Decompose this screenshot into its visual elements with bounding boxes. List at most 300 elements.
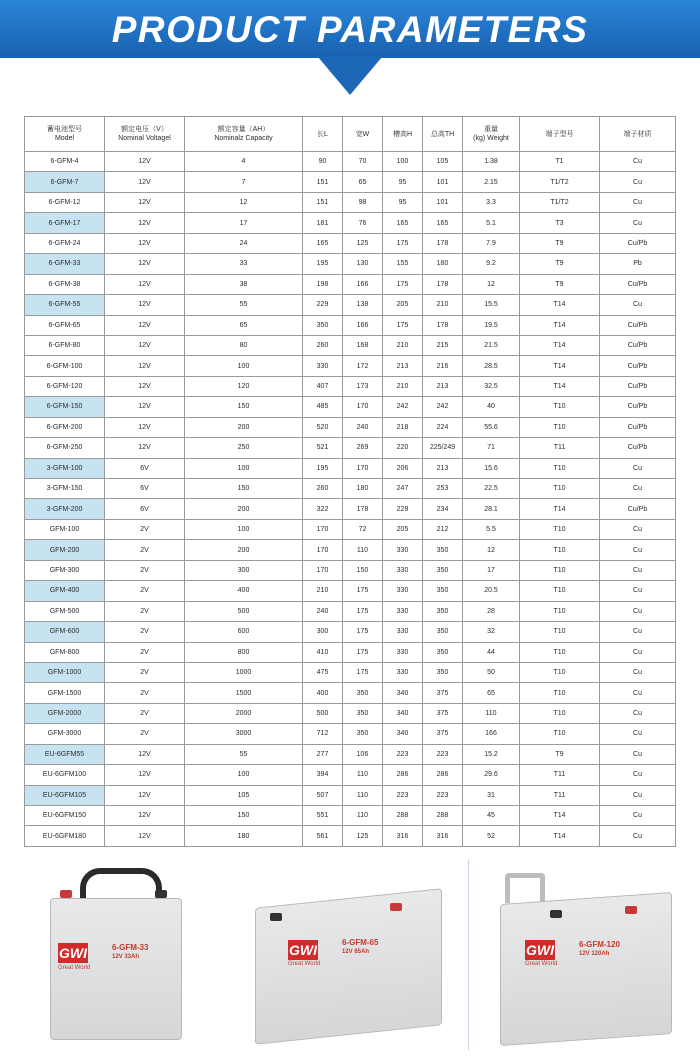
battery-spec: 12V 65Ah: [342, 949, 370, 955]
table-cell-ah: 33: [185, 254, 303, 274]
table-cell-w: 76: [343, 213, 383, 233]
column-header: [383, 117, 423, 152]
table-cell-kg: 44: [463, 642, 520, 662]
column-header-en: Model: [54, 135, 75, 142]
table-cell-v: 12V: [105, 254, 185, 274]
table-cell-mat: Cu: [600, 581, 676, 601]
table-cell-kg: 52: [463, 826, 520, 846]
table-cell-mat: Cu: [600, 479, 676, 499]
table-cell-th: 180: [423, 254, 463, 274]
table-cell-th: 375: [423, 683, 463, 703]
table-cell-kg: 166: [463, 724, 520, 744]
table-cell-h: 205: [383, 295, 423, 315]
table-cell-ah: 65: [185, 315, 303, 335]
table-cell-model: GFM-1500: [25, 683, 105, 703]
table-cell-v: 12V: [105, 233, 185, 253]
table-cell-v: 12V: [105, 172, 185, 192]
table-cell-model: 6-GFM-55: [25, 295, 105, 315]
table-cell-ah: 100: [185, 519, 303, 539]
table-cell-ah: 180: [185, 826, 303, 846]
table-cell-th: 350: [423, 622, 463, 642]
table-cell-term: T14: [520, 315, 600, 335]
parameters-table: [24, 116, 676, 847]
table-cell-h: 165: [383, 213, 423, 233]
table-cell-v: 2V: [105, 703, 185, 723]
column-header-cn: 端子型号: [545, 130, 574, 138]
table-cell-h: 228: [383, 499, 423, 519]
table-cell-mat: Cu: [600, 744, 676, 764]
battery-spec: 12V 33Ah: [112, 954, 140, 960]
table-cell-term: T14: [520, 376, 600, 396]
table-cell-ah: 100: [185, 765, 303, 785]
table-cell-v: 12V: [105, 417, 185, 437]
table-cell-kg: 40: [463, 397, 520, 417]
table-cell-term: T10: [520, 479, 600, 499]
table-cell-w: 175: [343, 601, 383, 621]
table-cell-th: 223: [423, 744, 463, 764]
table-cell-th: 213: [423, 376, 463, 396]
table-cell-v: 2V: [105, 519, 185, 539]
table-row: [25, 662, 676, 682]
table-cell-th: 178: [423, 233, 463, 253]
table-cell-mat: Cu/Pb: [600, 233, 676, 253]
table-cell-th: 375: [423, 724, 463, 744]
table-cell-h: 95: [383, 172, 423, 192]
table-cell-w: 98: [343, 192, 383, 212]
table-cell-ah: 3000: [185, 724, 303, 744]
column-header-cn: 长L: [317, 130, 328, 138]
table-cell-ah: 120: [185, 376, 303, 396]
table-cell-th: 350: [423, 662, 463, 682]
table-cell-ah: 2000: [185, 703, 303, 723]
table-cell-v: 12V: [105, 213, 185, 233]
table-cell-w: 180: [343, 479, 383, 499]
table-cell-term: T11: [520, 438, 600, 458]
table-row: [25, 274, 676, 294]
table-cell-th: 101: [423, 192, 463, 212]
table-cell-l: 195: [303, 254, 343, 274]
table-cell-term: T14: [520, 499, 600, 519]
table-cell-kg: 5.5: [463, 519, 520, 539]
column-header-en: (kg) Weight: [473, 135, 509, 142]
table-cell-term: T14: [520, 826, 600, 846]
table-cell-h: 220: [383, 438, 423, 458]
table-cell-th: 216: [423, 356, 463, 376]
table-cell-v: 6V: [105, 479, 185, 499]
battery-body: [500, 892, 672, 1046]
column-header: [303, 117, 343, 152]
table-cell-ah: 1500: [185, 683, 303, 703]
table-cell-l: 151: [303, 172, 343, 192]
table-cell-th: 286: [423, 765, 463, 785]
table-cell-mat: Cu: [600, 724, 676, 744]
product-image-1: [40, 868, 190, 1048]
table-cell-model: 6-GFM-33: [25, 254, 105, 274]
table-cell-kg: 65: [463, 683, 520, 703]
table-row: [25, 192, 676, 212]
table-cell-term: T9: [520, 254, 600, 274]
table-cell-w: 138: [343, 295, 383, 315]
table-cell-ah: 55: [185, 744, 303, 764]
table-cell-h: 213: [383, 356, 423, 376]
table-cell-v: 2V: [105, 601, 185, 621]
table-cell-w: 170: [343, 397, 383, 417]
table-cell-v: 2V: [105, 683, 185, 703]
table-cell-ah: 1000: [185, 662, 303, 682]
table-cell-term: T14: [520, 356, 600, 376]
brand-logo: GWI: [59, 945, 87, 961]
table-cell-ah: 17: [185, 213, 303, 233]
table-cell-th: 288: [423, 806, 463, 826]
table-cell-kg: 15.2: [463, 744, 520, 764]
table-cell-v: 12V: [105, 785, 185, 805]
table-cell-h: 175: [383, 233, 423, 253]
table-cell-v: 2V: [105, 560, 185, 580]
table-cell-l: 521: [303, 438, 343, 458]
table-row: [25, 581, 676, 601]
table-cell-v: 12V: [105, 192, 185, 212]
table-cell-kg: 50: [463, 662, 520, 682]
table-cell-term: T9: [520, 274, 600, 294]
table-cell-ah: 38: [185, 274, 303, 294]
table-cell-term: T10: [520, 703, 600, 723]
page-title: PRODUCT PARAMETERS: [111, 9, 589, 50]
table-cell-l: 300: [303, 622, 343, 642]
table-cell-w: 175: [343, 662, 383, 682]
table-cell-mat: Cu/Pb: [600, 335, 676, 355]
table-cell-h: 175: [383, 274, 423, 294]
table-cell-l: 551: [303, 806, 343, 826]
table-cell-model: EU-6GFM100: [25, 765, 105, 785]
table-cell-l: 712: [303, 724, 343, 744]
table-cell-h: 340: [383, 683, 423, 703]
table-cell-l: 500: [303, 703, 343, 723]
table-cell-model: 6-GFM-120: [25, 376, 105, 396]
battery-body: [255, 888, 442, 1045]
table-cell-h: 175: [383, 315, 423, 335]
battery-spec: 12V 120Ah: [579, 951, 610, 957]
table-cell-kg: 45: [463, 806, 520, 826]
table-row: [25, 785, 676, 805]
table-cell-ah: 800: [185, 642, 303, 662]
table-cell-v: 2V: [105, 540, 185, 560]
table-cell-v: 12V: [105, 356, 185, 376]
column-header-cn: 端子材质: [623, 130, 652, 138]
table-cell-term: T10: [520, 601, 600, 621]
table-cell-w: 65: [343, 172, 383, 192]
table-cell-mat: Cu: [600, 806, 676, 826]
table-cell-mat: Cu/Pb: [600, 376, 676, 396]
table-cell-w: 350: [343, 724, 383, 744]
brand-logo: GWI: [526, 942, 554, 958]
table-cell-h: 340: [383, 724, 423, 744]
negative-terminal: [270, 913, 282, 921]
table-cell-term: T10: [520, 683, 600, 703]
brand-logo: GWI: [289, 942, 317, 958]
table-cell-mat: Cu: [600, 540, 676, 560]
table-cell-ah: 80: [185, 335, 303, 355]
table-body: [25, 152, 676, 847]
table-cell-model: GFM-800: [25, 642, 105, 662]
table-cell-l: 240: [303, 601, 343, 621]
brand-subtitle: Great World: [58, 965, 91, 971]
table-cell-h: 316: [383, 826, 423, 846]
table-cell-ah: 7: [185, 172, 303, 192]
table-cell-l: 260: [303, 479, 343, 499]
column-header: [25, 117, 105, 152]
table-row: [25, 335, 676, 355]
table-cell-th: 215: [423, 335, 463, 355]
column-header: [185, 117, 303, 152]
table-cell-ah: 24: [185, 233, 303, 253]
table-row: [25, 479, 676, 499]
table-cell-ah: 100: [185, 458, 303, 478]
table-cell-l: 181: [303, 213, 343, 233]
table-cell-ah: 12: [185, 192, 303, 212]
table-cell-h: 330: [383, 560, 423, 580]
table-cell-ah: 100: [185, 356, 303, 376]
table-cell-model: GFM-300: [25, 560, 105, 580]
column-header-cn: 重量: [484, 126, 498, 133]
table-cell-th: 223: [423, 785, 463, 805]
table-cell-th: 350: [423, 581, 463, 601]
table-cell-model: 3-GFM-200: [25, 499, 105, 519]
table-row: [25, 601, 676, 621]
table-cell-model: 3-GFM-150: [25, 479, 105, 499]
table-cell-v: 12V: [105, 152, 185, 172]
table-cell-term: T10: [520, 560, 600, 580]
table-cell-l: 407: [303, 376, 343, 396]
table-row: [25, 376, 676, 396]
table-cell-term: T10: [520, 540, 600, 560]
table-cell-v: 6V: [105, 499, 185, 519]
table-cell-h: 330: [383, 581, 423, 601]
brand-subtitle: Great World: [288, 961, 321, 967]
table-cell-w: 106: [343, 744, 383, 764]
table-cell-h: 330: [383, 601, 423, 621]
table-cell-th: 225/249: [423, 438, 463, 458]
table-cell-v: 2V: [105, 642, 185, 662]
table-cell-ah: 300: [185, 560, 303, 580]
table-cell-w: 175: [343, 642, 383, 662]
table-cell-w: 110: [343, 806, 383, 826]
table-row: [25, 540, 676, 560]
table-cell-model: 3-GFM-100: [25, 458, 105, 478]
table-cell-kg: 12: [463, 274, 520, 294]
table-cell-model: GFM-400: [25, 581, 105, 601]
table-cell-mat: Cu: [600, 519, 676, 539]
table-cell-l: 170: [303, 540, 343, 560]
table-cell-kg: 22.5: [463, 479, 520, 499]
table-cell-model: 6-GFM-200: [25, 417, 105, 437]
table-cell-term: T10: [520, 642, 600, 662]
table-row: [25, 703, 676, 723]
table-cell-model: GFM-2000: [25, 703, 105, 723]
table-cell-h: 247: [383, 479, 423, 499]
table-cell-th: 350: [423, 601, 463, 621]
table-cell-l: 350: [303, 315, 343, 335]
table-cell-ah: 150: [185, 479, 303, 499]
table-cell-ah: 55: [185, 295, 303, 315]
table-cell-ah: 200: [185, 540, 303, 560]
table-cell-l: 330: [303, 356, 343, 376]
battery-model: 6-GFM-33: [112, 943, 149, 952]
table-row: [25, 519, 676, 539]
table-cell-w: 110: [343, 785, 383, 805]
table-cell-model: 6-GFM-4: [25, 152, 105, 172]
table-cell-l: 170: [303, 560, 343, 580]
table-cell-ah: 150: [185, 806, 303, 826]
table-cell-term: T10: [520, 724, 600, 744]
table-cell-v: 12V: [105, 438, 185, 458]
table-cell-l: 410: [303, 642, 343, 662]
table-cell-w: 240: [343, 417, 383, 437]
table-cell-model: 6-GFM-7: [25, 172, 105, 192]
battery-handle: [505, 873, 545, 903]
table-cell-kg: 12: [463, 540, 520, 560]
table-cell-th: 178: [423, 315, 463, 335]
table-cell-w: 72: [343, 519, 383, 539]
table-cell-w: 125: [343, 233, 383, 253]
table-cell-v: 12V: [105, 315, 185, 335]
table-cell-l: 170: [303, 519, 343, 539]
table-cell-th: 350: [423, 642, 463, 662]
table-cell-v: 2V: [105, 581, 185, 601]
table-cell-mat: Cu: [600, 765, 676, 785]
table-cell-ah: 400: [185, 581, 303, 601]
column-header-en: Nominal Voltagel: [118, 135, 171, 142]
table-cell-w: 269: [343, 438, 383, 458]
table-cell-model: GFM-600: [25, 622, 105, 642]
table-cell-kg: 32: [463, 622, 520, 642]
table-cell-h: 210: [383, 335, 423, 355]
parameters-table-wrapper: [24, 116, 675, 847]
column-header: [343, 117, 383, 152]
table-cell-mat: Cu/Pb: [600, 356, 676, 376]
table-cell-v: 2V: [105, 622, 185, 642]
table-cell-mat: Cu: [600, 601, 676, 621]
table-cell-kg: 21.5: [463, 335, 520, 355]
table-cell-l: 322: [303, 499, 343, 519]
table-row: [25, 724, 676, 744]
table-cell-model: 6-GFM-80: [25, 335, 105, 355]
table-cell-model: 6-GFM-100: [25, 356, 105, 376]
table-row: [25, 560, 676, 580]
table-cell-term: T10: [520, 581, 600, 601]
table-cell-kg: 1.38: [463, 152, 520, 172]
negative-terminal: [550, 910, 562, 918]
table-cell-mat: Cu/Pb: [600, 274, 676, 294]
table-cell-h: 340: [383, 703, 423, 723]
table-cell-l: 485: [303, 397, 343, 417]
table-cell-mat: Cu: [600, 642, 676, 662]
table-cell-w: 110: [343, 540, 383, 560]
table-row: [25, 172, 676, 192]
product-image-2: [250, 868, 450, 1048]
table-cell-h: 100: [383, 152, 423, 172]
table-cell-l: 394: [303, 765, 343, 785]
table-cell-l: 260: [303, 335, 343, 355]
table-cell-th: 178: [423, 274, 463, 294]
table-cell-model: GFM-500: [25, 601, 105, 621]
table-cell-ah: 500: [185, 601, 303, 621]
table-cell-v: 12V: [105, 274, 185, 294]
table-row: [25, 295, 676, 315]
table-cell-mat: Cu: [600, 703, 676, 723]
table-cell-v: 12V: [105, 744, 185, 764]
table-cell-h: 330: [383, 622, 423, 642]
column-header-cn: 宽W: [355, 130, 370, 138]
table-cell-v: 12V: [105, 397, 185, 417]
table-cell-kg: 32.5: [463, 376, 520, 396]
table-cell-w: 150: [343, 560, 383, 580]
table-cell-kg: 29.6: [463, 765, 520, 785]
table-cell-model: GFM-1000: [25, 662, 105, 682]
table-cell-th: 101: [423, 172, 463, 192]
table-cell-kg: 15.5: [463, 295, 520, 315]
table-cell-v: 6V: [105, 458, 185, 478]
table-cell-mat: Cu/Pb: [600, 315, 676, 335]
table-cell-w: 166: [343, 274, 383, 294]
table-cell-l: 195: [303, 458, 343, 478]
table-cell-th: 316: [423, 826, 463, 846]
table-cell-w: 166: [343, 315, 383, 335]
table-cell-th: 234: [423, 499, 463, 519]
table-cell-model: 6-GFM-38: [25, 274, 105, 294]
table-row: [25, 744, 676, 764]
table-cell-mat: Cu: [600, 785, 676, 805]
table-cell-kg: 7.9: [463, 233, 520, 253]
table-cell-term: T11: [520, 765, 600, 785]
brand-subtitle: Great World: [525, 961, 558, 967]
table-cell-l: 229: [303, 295, 343, 315]
table-cell-kg: 71: [463, 438, 520, 458]
table-cell-ah: 105: [185, 785, 303, 805]
table-cell-kg: 31: [463, 785, 520, 805]
table-cell-l: 90: [303, 152, 343, 172]
table-cell-term: T9: [520, 744, 600, 764]
table-cell-v: 12V: [105, 335, 185, 355]
table-cell-term: T3: [520, 213, 600, 233]
table-cell-v: 12V: [105, 826, 185, 846]
column-header-cn: 额定容量（AH）: [217, 126, 270, 133]
table-cell-term: T14: [520, 295, 600, 315]
table-cell-term: T10: [520, 417, 600, 437]
table-cell-mat: Pb: [600, 254, 676, 274]
table-cell-term: T11: [520, 785, 600, 805]
table-cell-term: T14: [520, 335, 600, 355]
table-row: [25, 499, 676, 519]
table-cell-w: 170: [343, 458, 383, 478]
table-cell-h: 242: [383, 397, 423, 417]
table-cell-ah: 4: [185, 152, 303, 172]
table-cell-ah: 200: [185, 417, 303, 437]
table-cell-th: 350: [423, 560, 463, 580]
table-cell-th: 212: [423, 519, 463, 539]
table-row: [25, 315, 676, 335]
table-cell-th: 105: [423, 152, 463, 172]
table-cell-mat: Cu/Pb: [600, 417, 676, 437]
table-cell-mat: Cu: [600, 213, 676, 233]
table-cell-model: 6-GFM-65: [25, 315, 105, 335]
table-cell-term: T14: [520, 806, 600, 826]
table-cell-h: 288: [383, 806, 423, 826]
table-cell-w: 130: [343, 254, 383, 274]
column-header-cn: 蓄电池型号: [47, 126, 82, 133]
product-image-3: [495, 868, 680, 1048]
table-cell-kg: 9.2: [463, 254, 520, 274]
table-cell-l: 561: [303, 826, 343, 846]
